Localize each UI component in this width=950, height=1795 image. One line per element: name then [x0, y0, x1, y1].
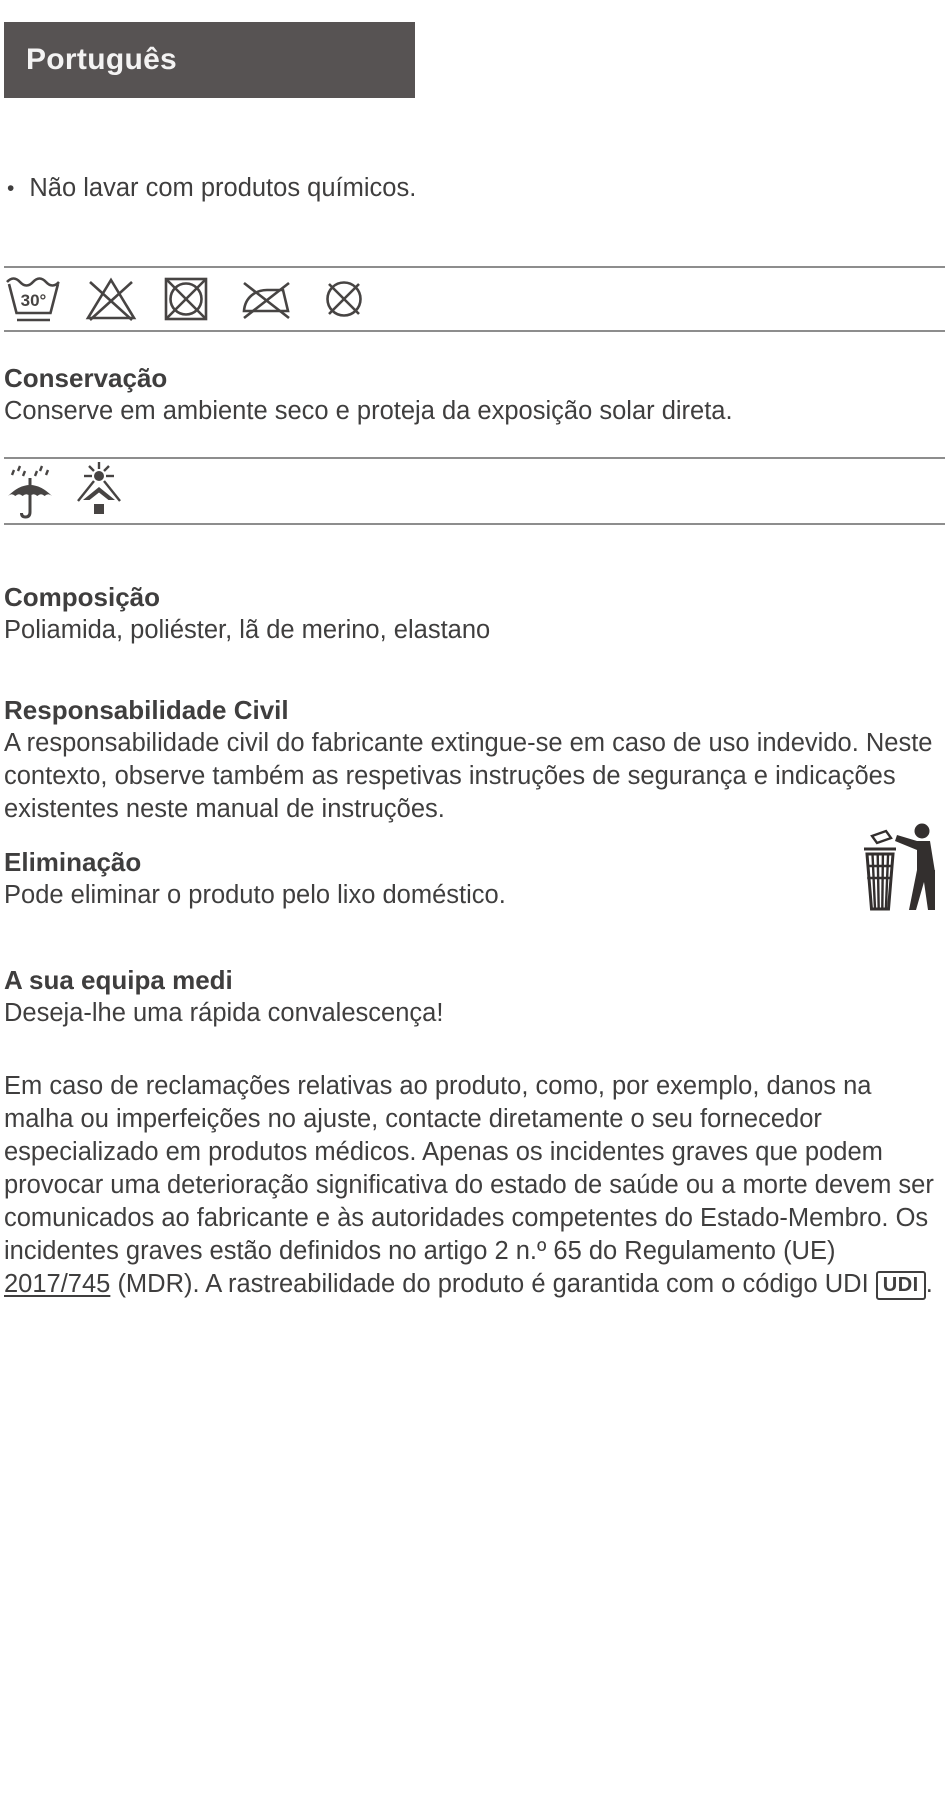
care-note-item	[4, 172, 945, 205]
wash-30-gentle-icon	[5, 272, 63, 326]
composition-heading: Composição	[4, 582, 161, 612]
laundry-symbols-row	[4, 268, 945, 330]
udi-badge: UDI	[876, 1271, 926, 1300]
disposal-heading: Eliminação	[4, 847, 142, 877]
do-not-iron-icon	[233, 272, 297, 326]
do-not-tumble-dry-icon	[159, 272, 213, 326]
complaints-paragraph	[4, 1070, 945, 1301]
language-header	[4, 22, 415, 98]
storage-body: Conserve em ambiente seco e proteja da exposição solar direta.	[4, 397, 733, 425]
care-note-text: Não lavar com produtos químicos.	[29, 174, 417, 202]
disposal-section	[4, 846, 945, 912]
wash-temperature-label: 30°	[20, 291, 47, 310]
do-not-bleach-icon	[83, 272, 139, 326]
complaints-text-end: .	[925, 1270, 933, 1298]
composition-body: Poliamida, poliéster, lã de merino, elastano	[4, 616, 491, 644]
liability-heading: Responsabilidade Civil	[4, 695, 289, 725]
team-heading: A sua equipa medi	[4, 965, 233, 995]
regulation-number: 2017/745	[4, 1270, 111, 1298]
household-waste-disposal-icon	[862, 822, 944, 914]
divider	[4, 523, 945, 525]
bullet-icon: •	[7, 177, 15, 200]
keep-away-from-sunlight-icon	[71, 462, 127, 520]
complaints-text-after: (MDR). A rastreabilidade do produto é garantida com o código UDI	[110, 1270, 876, 1298]
keep-dry-icon	[5, 462, 55, 520]
do-not-dry-clean-icon	[317, 272, 371, 326]
instruction-page	[0, 22, 950, 1301]
storage-heading: Conservação	[4, 363, 168, 393]
divider	[4, 330, 945, 332]
complaints-text-before: Em caso de reclamações relativas ao produto, como, por exemplo, danos na malha ou imperfeições no ajuste, contacte diretamente o seu fornecedor especializado em produtos médicos. Apenas os incidentes graves que podem provocar uma deterioração significativa do estado de saúde ou a morte devem ser comunicados ao fabricante e às autoridades competentes do Estado-Membro. Os incidentes graves estão definidos no artigo 2 n.º 65 do Regulamento (UE)	[4, 1072, 934, 1265]
storage-symbols-row	[4, 459, 945, 523]
team-body: Deseja-lhe uma rápida convalescença!	[4, 999, 444, 1027]
liability-body: A responsabilidade civil do fabricante extingue-se em caso de uso indevido. Neste contexto, observe também as respetivas instruções de segurança e indicações existentes neste manual de instruções.	[4, 729, 933, 823]
language-header-label: Português	[26, 43, 178, 76]
disposal-body: Pode eliminar o produto pelo lixo doméstico.	[4, 881, 506, 909]
